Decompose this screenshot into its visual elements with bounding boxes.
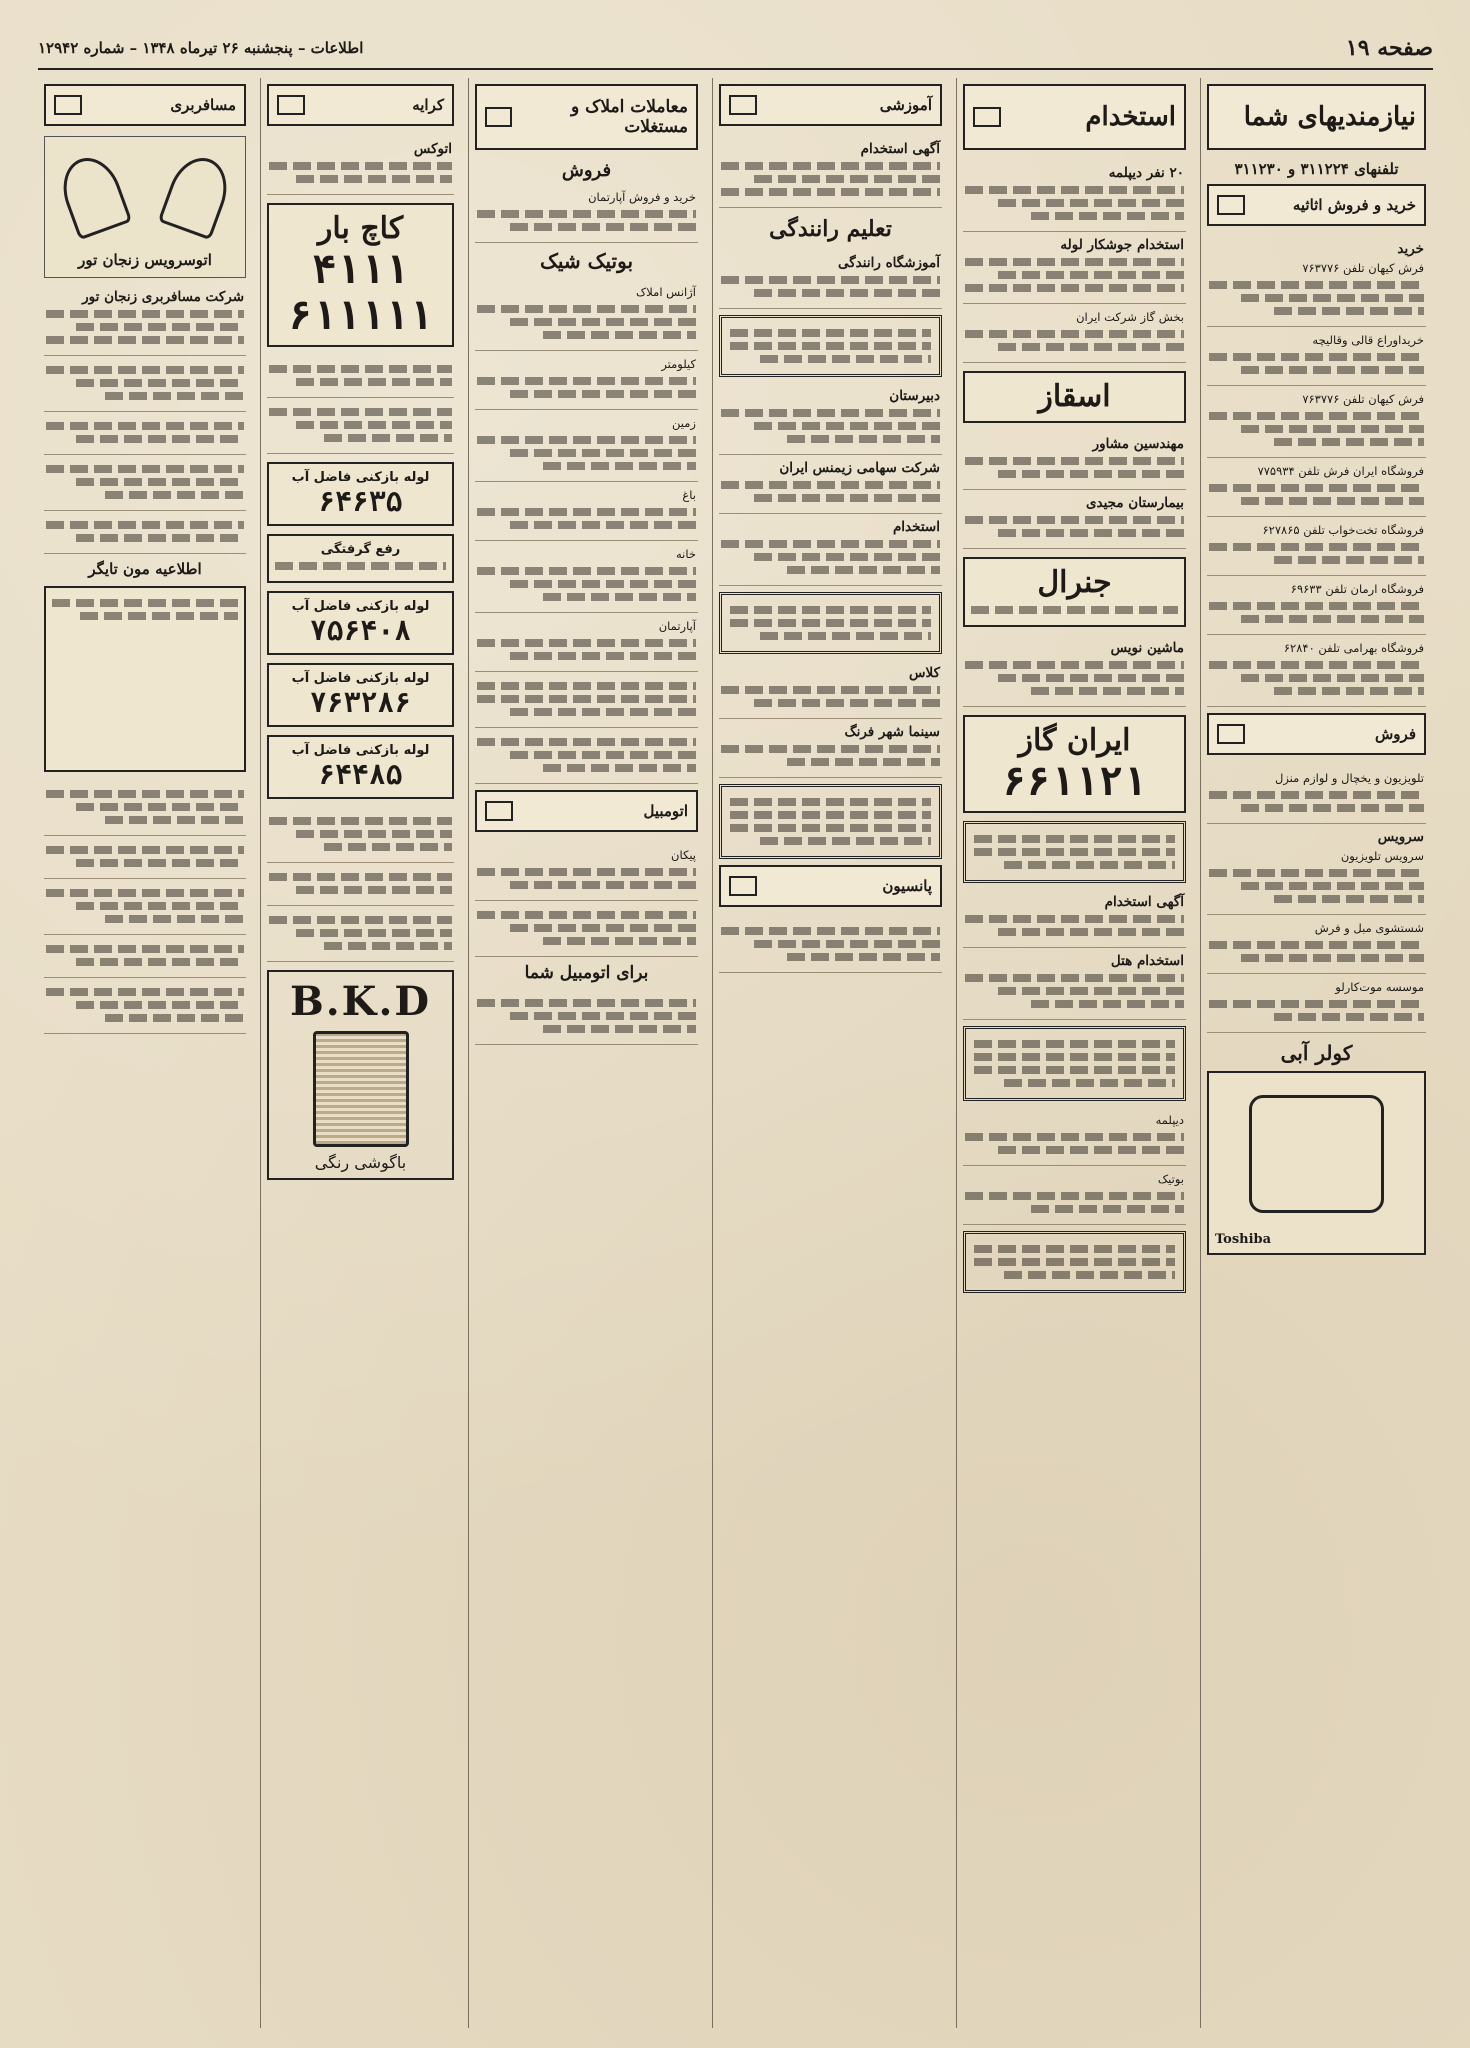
tv-display-ad	[1207, 1071, 1426, 1255]
eagle-wing-icon	[54, 150, 133, 241]
boxed-notice	[719, 784, 942, 859]
cargo-display-ad: کاچ بار ۴۱۱۱ ۶۱۱۱۱۱	[267, 203, 454, 347]
ad-item	[44, 879, 246, 935]
ad-item: باغ	[475, 482, 698, 541]
ad-item	[44, 511, 246, 554]
tv-icon	[1217, 724, 1245, 744]
ad-item: فروشگاه ارمان تلفن ۶۹۶۳۳	[1207, 576, 1426, 635]
ad-item: خانه	[475, 541, 698, 613]
ad-item	[267, 906, 454, 962]
ad-item: موسسه موت‌کارلو	[1207, 974, 1426, 1033]
ad-item: خرید فرش کیهان تلفن ۷۶۳۷۷۶	[1207, 236, 1426, 327]
eagle-logo: اتوسرویس زنجان تور	[44, 136, 246, 278]
esfghaz-display-ad: اسقاز	[963, 371, 1186, 423]
ad-item: تلویزیون و یخچال و لوازم منزل	[1207, 765, 1426, 824]
section-header-pension: پانسیون	[719, 865, 942, 907]
car-heading: برای اتومبیل شما	[524, 963, 649, 983]
column-rentals	[260, 78, 460, 2028]
section-header-furniture: خرید و فروش اثاثیه	[1207, 184, 1426, 226]
furniture-icon	[1217, 195, 1245, 215]
ad-item: بیمارستان مجیدی	[963, 490, 1186, 549]
ad-item: استخدام جوشکار لوله	[963, 232, 1186, 304]
boxed-notice	[719, 315, 942, 377]
bus-icon	[54, 95, 82, 115]
sale-heading: فروش	[561, 160, 612, 181]
boutique-heading: بوتیک شیک	[539, 249, 634, 273]
tv-brand: Toshiba	[1215, 1232, 1272, 1247]
ad-item: خریداوراع قالی وقالیچه	[1207, 327, 1426, 386]
ad-item: کیلومتر	[475, 351, 698, 410]
boxed-notice	[963, 821, 1186, 883]
ad-item: شرکت سهامی زیمنس ایران	[719, 455, 942, 514]
ad-item: سینما شهر فرنگ	[719, 719, 942, 778]
section-header-realestate: معاملات املاک و مستغلات	[475, 84, 698, 150]
ad-item	[44, 455, 246, 511]
bkd-display-ad: B.K.D باگوشی رنگی	[267, 970, 454, 1180]
ad-item: کلاس	[719, 660, 942, 719]
section-header-sale: فروش	[1207, 713, 1426, 755]
ad-item: فرش کیهان تلفن ۷۶۳۷۷۶	[1207, 386, 1426, 458]
ad-item: دیپلمه	[963, 1107, 1186, 1166]
iran-gaz-display-ad: ایران گاز ۶۶۱۱۲۱	[963, 715, 1186, 813]
column-employment	[956, 78, 1192, 2028]
ad-item: سرویس سرویس تلویزیون	[1207, 824, 1426, 915]
masthead	[38, 28, 1433, 70]
ad-item: بوتیک	[963, 1166, 1186, 1225]
ad-item: ۲۰ نفر دیپلمه	[963, 160, 1186, 232]
car-icon	[485, 801, 513, 821]
ad-item	[44, 836, 246, 879]
moon-tiger-heading: اطلاعیه مون تایگر	[88, 560, 202, 578]
ad-item: آگهی استخدام	[719, 136, 942, 208]
ad-item	[475, 728, 698, 784]
section-header-employment: استخدام	[963, 84, 1186, 150]
pipe-display-ad: لوله بازکنی فاضل آب ۶۴۶۳۵	[267, 462, 454, 526]
ad-item: آگهی استخدام	[963, 889, 1186, 948]
ad-item	[267, 355, 454, 398]
column-realestate	[468, 78, 704, 2028]
ad-item: خرید و فروش آپارتمان	[475, 184, 698, 243]
pipe-display-ad: لوله بازکنی فاضل آب ۷۵۶۴۰۸	[267, 591, 454, 655]
bkd-logo: B.K.D	[289, 978, 432, 1025]
ad-item: دبیرستان	[719, 383, 942, 455]
ad-item	[267, 398, 454, 454]
pension-icon	[729, 876, 757, 896]
employment-icon	[973, 107, 1001, 127]
section-header-cars: اتومبیل	[475, 790, 698, 832]
wants-phones: تلفنهای ۳۱۱۲۲۴ و ۳۱۱۲۳۰	[1234, 160, 1399, 178]
ad-item: مهندسین مشاور	[963, 431, 1186, 490]
ad-item: استخدام	[719, 514, 942, 586]
ad-item	[475, 989, 698, 1045]
ad-item: شستشوی مبل و فرش	[1207, 915, 1426, 974]
ad-item: فروشگاه بهرامی تلفن ۶۲۸۴۰	[1207, 635, 1426, 707]
issue-line: اطلاعات – پنجشنبه ۲۶ تیرماه ۱۳۴۸ – شماره ۱۲۹۴۲	[38, 39, 364, 57]
ad-item	[44, 978, 246, 1034]
speaker-icon	[313, 1031, 409, 1147]
school-icon	[729, 95, 757, 115]
ad-item: شرکت مسافربری زنجان تور	[44, 284, 246, 356]
section-header-wants: نیازمندیهای شما	[1207, 84, 1426, 150]
truck-icon	[277, 95, 305, 115]
column-wants	[1200, 78, 1432, 2028]
moon-tiger-display-ad	[44, 586, 246, 772]
ad-item	[267, 807, 454, 863]
ad-item: فروشگاه ایران فرش تلفن ۷۷۵۹۳۴	[1207, 458, 1426, 517]
ad-item: آژانس املاک	[475, 279, 698, 351]
cooler-heading: کولر آبی	[1280, 1041, 1353, 1065]
ad-item	[267, 863, 454, 906]
tv-screen-icon	[1249, 1095, 1384, 1213]
page-number: صفحه ۱۹	[1345, 35, 1433, 61]
ad-item	[44, 412, 246, 455]
ad-item: ماشین نویس	[963, 635, 1186, 707]
eagle-wing-icon	[158, 150, 237, 241]
boxed-notice	[963, 1231, 1186, 1293]
boxed-notice	[963, 1026, 1186, 1101]
pipe-display-ad: لوله بازکنی فاضل آب ۶۴۴۸۵	[267, 735, 454, 799]
ad-item: پیکان	[475, 842, 698, 901]
ad-item: آموزشگاه رانندگی	[719, 250, 942, 309]
ad-item: استخدام هتل	[963, 948, 1186, 1020]
gharbeh-display-ad: رفع گرفتگی	[267, 534, 454, 583]
ad-item	[475, 901, 698, 957]
jeneral-display-ad: جنرال	[963, 557, 1186, 627]
pipe-display-ad: لوله بازکنی فاضل آب ۷۶۳۲۸۶	[267, 663, 454, 727]
ad-item: بخش گاز شرکت ایران	[963, 304, 1186, 363]
section-header-rentals: کرایه	[267, 84, 454, 126]
section-header-education: آموزشی	[719, 84, 942, 126]
ad-item: فروشگاه تخت‌خواب تلفن ۶۲۷۸۶۵	[1207, 517, 1426, 576]
boxed-notice	[719, 592, 942, 654]
ad-item: اتوکس	[267, 136, 454, 195]
ad-item: آپارتمان	[475, 613, 698, 672]
ad-item	[719, 917, 942, 973]
ad-item: زمین	[475, 410, 698, 482]
ad-item	[44, 935, 246, 978]
ad-item	[475, 672, 698, 728]
ad-item	[44, 780, 246, 836]
ad-item	[44, 356, 246, 412]
column-travel	[38, 78, 252, 2028]
driving-heading: تعلیم رانندگی	[769, 216, 892, 242]
section-header-travel: مسافربری	[44, 84, 246, 126]
house-icon	[485, 107, 512, 127]
column-education	[712, 78, 948, 2028]
